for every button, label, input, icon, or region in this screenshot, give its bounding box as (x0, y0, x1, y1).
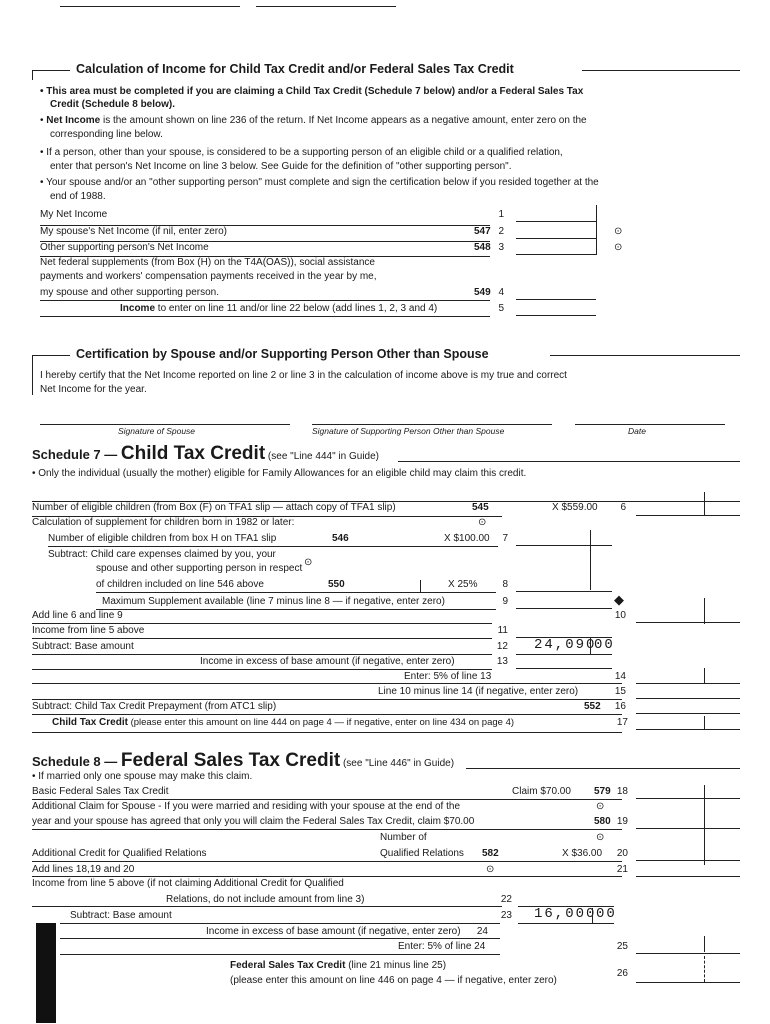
line-2-label: My spouse's Net Income (if nil, enter zero) (40, 226, 227, 237)
line-number: 4 (498, 287, 504, 298)
calc-bullet: • Your spouse and/or an "other supporting person" must complete and sign the certification below if you resided together at the (40, 177, 599, 188)
line-1-label: My Net Income (40, 209, 108, 220)
input-line-20[interactable] (636, 860, 740, 861)
top-rule (256, 6, 396, 7)
line-number: 1 (498, 209, 504, 220)
row-rule (32, 699, 622, 700)
signature-other-line[interactable] (312, 424, 552, 425)
schedule-rule (398, 461, 740, 462)
cert-title: Certification by Spouse and/or Supporting Person Other than Spouse (76, 347, 489, 361)
input-line-9[interactable] (516, 608, 612, 609)
supplement-heading: Calculation of supplement for children born in 1982 or later: (32, 517, 295, 528)
calc-bullet: • This area must be completed if you are claiming a Child Tax Credit (Schedule 7 below) and/or a Federal Sales Tax (40, 86, 584, 97)
box-left-tick (32, 70, 33, 80)
line-8-label: Subtract: Child care expenses claimed by you, your (48, 549, 276, 560)
row-rule (48, 546, 498, 547)
qualified-relations-caption: Qualified Relations (380, 848, 464, 859)
line-20-label: Additional Credit for Qualified Relations (32, 848, 207, 859)
line-24-label: Income in excess of base amount (if negative, enter zero) (206, 926, 461, 937)
row-rule (32, 654, 492, 655)
input-line-19[interactable] (636, 828, 740, 829)
line-4-label: Net federal supplements (from Box (H) on the T4A(OAS)), social assistance (40, 257, 375, 268)
box-top-rule (32, 355, 70, 356)
line-4-label: payments and workers' compensation payments received in the year by me, (40, 271, 377, 282)
line-number: 26 (616, 968, 628, 979)
line-number: 8 (502, 579, 508, 590)
row-rule (96, 609, 496, 610)
line-5-label: Income to enter on line 11 and/or line 22 below (add lines 1, 2, 3 and 4) (120, 303, 438, 314)
cents-divider (592, 908, 593, 924)
input-line-3[interactable] (516, 254, 596, 255)
input-line-4[interactable] (516, 299, 596, 300)
net-income-term: Net Income (46, 115, 101, 126)
code-548: 548 (474, 242, 491, 253)
line-number: 20 (616, 848, 628, 859)
line-number: 3 (498, 242, 504, 253)
line-22-label: Relations, do not include amount from line 3) (166, 894, 365, 905)
line-number: 25 (616, 941, 628, 952)
row-rule (32, 829, 622, 830)
cents-divider (704, 956, 705, 982)
code-552: 552 (584, 701, 601, 712)
sig-other-caption: Signature of Supporting Person Other than Spouse (312, 426, 505, 436)
column-rule (596, 205, 597, 255)
signature-spouse-line[interactable] (40, 424, 290, 425)
schedule-rule (466, 768, 740, 769)
line-26-label: Federal Sales Tax Credit (line 21 minus line 25) (230, 960, 447, 971)
line-7-label: Number of eligible children from box H on TFA1 slip (48, 533, 277, 544)
circle-dot-icon: ⊙ (614, 242, 623, 253)
code-549: 549 (474, 287, 491, 298)
line-18-label: Basic Federal Sales Tax Credit (32, 786, 169, 797)
line-number: 17 (616, 717, 628, 728)
calc-bullet: Credit (Schedule 8 below). (50, 99, 176, 110)
input-line-17[interactable] (636, 729, 740, 730)
row-rule (40, 316, 490, 317)
calc-bullet: end of 1988. (50, 191, 106, 202)
cents-divider (590, 530, 591, 590)
line-number: 5 (498, 303, 504, 314)
input-line-15[interactable] (636, 698, 740, 699)
line-17-label: Child Tax Credit (please enter this amount on line 444 on page 4 — if negative, enter on line 434 on page 4) (52, 717, 515, 728)
rate-6: X $559.00 (552, 502, 598, 513)
cents-divider (704, 785, 705, 865)
line-19-label: Additional Claim for Spouse - If you were married and residing with your spouse at the end of the (32, 801, 461, 812)
input-line-6[interactable] (636, 515, 740, 516)
line-10-label: Add line 6 and line 9 (32, 610, 123, 621)
code-546: 546 (332, 533, 349, 544)
line-number: 2 (498, 226, 504, 237)
input-line-13[interactable] (516, 668, 612, 669)
code-545: 545 (472, 502, 489, 513)
box-top-rule (582, 70, 740, 71)
rate-20: X $36.00 (562, 848, 603, 859)
schedule-7-title: Schedule 7 — Child Tax Credit (see "Line 444" in Guide) (32, 443, 379, 464)
circle-dot-icon: ⊙ (304, 557, 313, 568)
row-rule (32, 876, 622, 877)
cents-divider (590, 638, 591, 654)
line-number: 11 (497, 625, 508, 636)
circle-dot-icon: ⊙ (478, 517, 487, 528)
cents-divider (704, 492, 705, 516)
input-line-14[interactable] (636, 683, 740, 684)
schedule-8-title: Schedule 8 — Federal Sales Tax Credit (see "Line 446" in Guide) (32, 750, 455, 771)
date-caption: Date (628, 426, 646, 436)
line-number: 24 (476, 926, 488, 937)
code-582: 582 (482, 848, 499, 859)
row-rule (32, 861, 622, 862)
row-rule (60, 923, 500, 924)
line-number: 7 (502, 533, 508, 544)
cert-text: I hereby certify that the Net Income reported on line 2 or line 3 in the calculation of income above is my true and correct (40, 370, 567, 381)
box-top-rule (550, 355, 740, 356)
line-number: 16 (614, 701, 626, 712)
code-550: 550 (328, 579, 345, 590)
input-line-8[interactable] (516, 591, 612, 592)
row-rule (32, 732, 622, 733)
row-rule (32, 906, 502, 907)
input-line-23[interactable] (518, 923, 614, 924)
input-line-18[interactable] (636, 798, 740, 799)
base-amount-23: 16,000 (534, 906, 597, 922)
line-19-label: year and your spouse has agreed that only you will claim the Federal Sales Tax Credit, claim $70.00 (32, 816, 475, 827)
date-line[interactable] (575, 424, 725, 425)
line-25-label: Enter: 5% of line 24 (398, 941, 486, 952)
code-579: 579 (594, 786, 611, 797)
line-number: 21 (616, 864, 628, 875)
line-number: 10 (614, 610, 626, 621)
line-number: 9 (502, 596, 508, 607)
calc-title: Calculation of Income for Child Tax Credit and/or Federal Sales Tax Credit (76, 62, 514, 76)
calc-bullet: corresponding line below. (50, 129, 163, 140)
cents-divider (704, 598, 705, 624)
line-15-label: Line 10 minus line 14 (if negative, enter zero) (378, 686, 579, 697)
line-number: 18 (616, 786, 628, 797)
row-rule (32, 683, 622, 684)
s7-bullet: • Only the individual (usually the mother) eligible for Family Allowances for an eligible child may claim this credit. (32, 468, 527, 479)
base-amount-12: 24,090 (534, 637, 597, 653)
line-number: 6 (620, 502, 626, 513)
code-580: 580 (594, 816, 611, 827)
line-23-label: Subtract: Base amount (70, 910, 172, 921)
calc-bullet: • If a person, other than your spouse, is considered to be a supporting person of an eligible child or a qualified relation, (40, 147, 563, 158)
circle-dot-icon: ⊙ (596, 832, 605, 843)
line-16-label: Subtract: Child Tax Credit Prepayment (from ATC1 slip) (32, 701, 277, 712)
line-number: 23 (500, 910, 512, 921)
line-number: 22 (500, 894, 512, 905)
input-line-25[interactable] (636, 953, 740, 954)
line-14-label: Enter: 5% of line 13 (404, 671, 492, 682)
line-number: 13 (496, 656, 508, 667)
row-rule (32, 714, 622, 715)
input-line-21[interactable] (636, 876, 740, 877)
input-line-26[interactable] (636, 982, 740, 983)
row-rule (32, 623, 492, 624)
line-22-label: Income from line 5 above (if not claiming Additional Credit for Qualified (32, 878, 344, 889)
line-number: 14 (614, 671, 626, 682)
base-cents-12: 00 (594, 637, 615, 653)
line-12-label: Subtract: Base amount (32, 641, 134, 652)
line-13-label: Income in excess of base amount (if negative, enter zero) (200, 656, 455, 667)
row-rule (40, 300, 490, 301)
calc-bullet: • Net Income is the amount shown on line 236 of the return. If Net Income appears as a negative amount, enter zero on the (40, 115, 587, 126)
circle-dot-icon: ⊙ (614, 226, 623, 237)
box-left-rule (32, 355, 33, 395)
line-8-label: of children included on line 546 above (96, 579, 264, 590)
number-of-caption: Number of (380, 832, 427, 843)
claim-18: Claim $70.00 (512, 786, 571, 797)
row-rule (60, 938, 500, 939)
arrow-right-icon: ◆ (614, 592, 624, 607)
row-rule (32, 669, 492, 670)
input-line-10[interactable] (636, 622, 740, 623)
cents-divider (704, 716, 705, 730)
top-rule (60, 6, 240, 7)
line-4-label: my spouse and other supporting person. (40, 287, 219, 298)
calc-bullet: enter that person's Net Income on line 3 below. See Guide for the definition of "other supporting person". (50, 161, 512, 172)
field-divider (420, 580, 421, 592)
circle-dot-icon: ⊙ (486, 864, 495, 875)
input-line-12[interactable] (516, 654, 612, 655)
cents-divider (704, 936, 705, 952)
sig-spouse-caption: Signature of Spouse (118, 426, 196, 436)
margin-black-bar (36, 923, 56, 1023)
line-6-label: Number of eligible children (from Box (F) on TFA1 slip — attach copy of TFA1 slip) (32, 502, 396, 513)
cents-divider (704, 668, 705, 684)
cert-text: Net Income for the year. (40, 384, 147, 395)
line-21-label: Add lines 18,19 and 20 (32, 864, 135, 875)
code-547: 547 (474, 226, 491, 237)
rate-8: X 25% (448, 579, 478, 590)
row-rule (32, 638, 492, 639)
line-3-label: Other supporting person's Net Income (40, 242, 209, 253)
line-number: 19 (616, 816, 628, 827)
line-number: 12 (496, 641, 508, 652)
base-cents-23: 00 (596, 906, 617, 922)
circle-dot-icon: ⊙ (596, 801, 605, 812)
s8-bullet: • If married only one spouse may make this claim. (32, 771, 253, 782)
row-rule (32, 799, 622, 800)
line-26-label: (please enter this amount on line 446 on page 4 — if negative, enter zero) (230, 975, 557, 986)
row-rule (96, 592, 496, 593)
box-top-rule (32, 70, 70, 71)
line-8-label: spouse and other supporting person in respect (96, 563, 303, 574)
line-number: 15 (614, 686, 626, 697)
row-rule (60, 954, 500, 955)
input-line-5[interactable] (516, 315, 596, 316)
input-line-16[interactable] (636, 713, 740, 714)
input-line-7[interactable] (516, 545, 612, 546)
rate-7: X $100.00 (444, 533, 490, 544)
line-9-label: Maximum Supplement available (line 7 minus line 8 — if negative, enter zero) (102, 596, 445, 607)
input-line-1[interactable] (516, 221, 596, 222)
line-11-label: Income from line 5 above (32, 625, 145, 636)
input-line-2[interactable] (516, 238, 596, 239)
